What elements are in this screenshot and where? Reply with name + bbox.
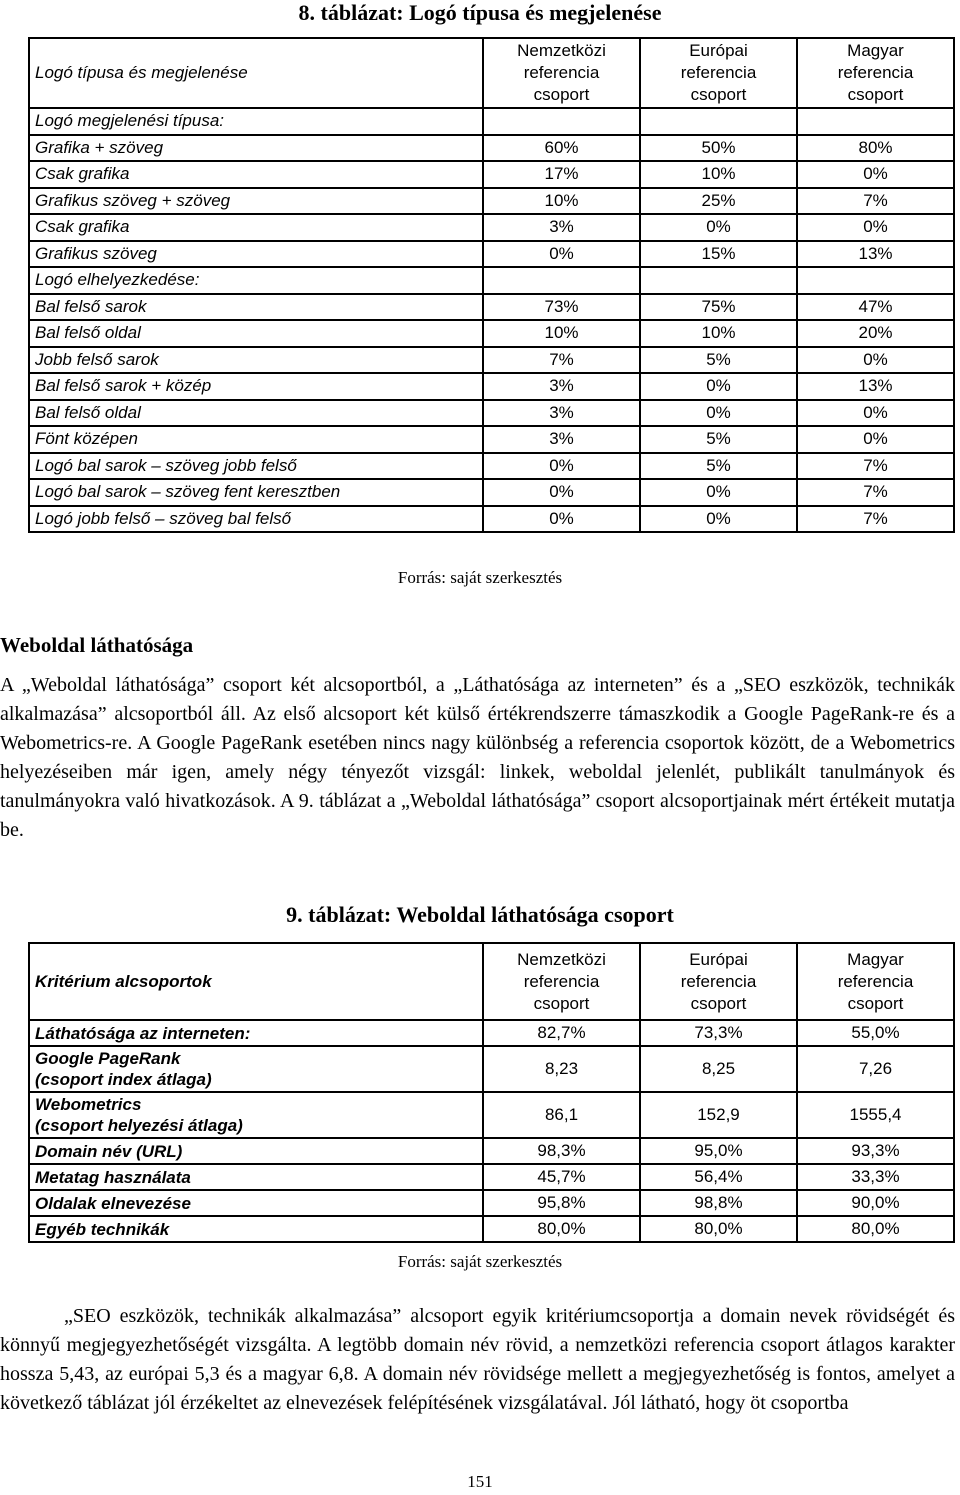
table-row bbox=[29, 1020, 954, 1046]
row-label: Csak grafika bbox=[29, 161, 483, 188]
column-header-line: csoport bbox=[690, 85, 747, 104]
table-row bbox=[29, 241, 954, 268]
row-label: Jobb felső sarok bbox=[29, 347, 483, 374]
cell-value: 3% bbox=[483, 426, 640, 453]
column-header-col3 bbox=[797, 38, 954, 108]
cell-value: 90,0% bbox=[797, 1190, 954, 1216]
row-label: Grafika + szöveg bbox=[29, 135, 483, 162]
cell-value: 55,0% bbox=[797, 1020, 954, 1046]
column-header-col3 bbox=[797, 943, 954, 1020]
page-number: 151 bbox=[467, 1472, 493, 1491]
cell-value: 95,8% bbox=[483, 1190, 640, 1216]
table9-caption: 9. táblázat: Weboldal láthatósága csoport bbox=[286, 902, 674, 927]
table-row bbox=[29, 479, 954, 506]
cell-value: 0% bbox=[640, 479, 797, 506]
row-label bbox=[29, 1092, 483, 1138]
column-header-line: referencia bbox=[680, 63, 757, 82]
table-row bbox=[29, 108, 954, 135]
cell-value bbox=[483, 267, 640, 294]
row-label: Bal felső oldal bbox=[29, 400, 483, 427]
cell-value: 152,9 bbox=[640, 1092, 797, 1138]
column-header-line: referencia bbox=[837, 971, 914, 991]
cell-value: 80,0% bbox=[483, 1216, 640, 1242]
cell-value: 7% bbox=[797, 506, 954, 533]
table9 bbox=[28, 942, 955, 1243]
column-header-line: referencia bbox=[523, 971, 600, 991]
column-header-line: Magyar bbox=[847, 949, 904, 969]
cell-value: 17% bbox=[483, 161, 640, 188]
cell-value: 73,3% bbox=[640, 1020, 797, 1046]
row-label-line: Metatag használata bbox=[35, 1167, 191, 1187]
table-row bbox=[29, 214, 954, 241]
closing-paragraph: „SEO eszközök, technikák alkalmazása” alcsoport egyik kritériumcsoportja a domain nevek rövidségét és könnyű megjegyezhetőségét vizsgálta. A legtöbb domain név rövid, a nemzetközi referencia csoport átlagos karakter hossza 5,43, az európai 5,3 és a magyar 6,8. A domain név rövidsége mellett a megjegyezhetőség is fontos, amelyet a következő táblázat jól érzékeltet az elnevezések felépítésének vizsgálatával. Jól látható, hogy öt csoportba bbox=[0, 1305, 955, 1414]
table-row bbox=[29, 294, 954, 321]
column-header-col2 bbox=[640, 943, 797, 1020]
cell-value: 10% bbox=[640, 320, 797, 347]
row-label: Fönt középen bbox=[29, 426, 483, 453]
cell-value: 86,1 bbox=[483, 1092, 640, 1138]
section-heading: Weboldal láthatósága bbox=[0, 633, 194, 657]
table-row bbox=[29, 426, 954, 453]
table-row bbox=[29, 347, 954, 374]
table-row bbox=[29, 506, 954, 533]
cell-value: 98,3% bbox=[483, 1138, 640, 1164]
cell-value bbox=[640, 267, 797, 294]
table-row bbox=[29, 400, 954, 427]
table8-source: Forrás: saját szerkesztés bbox=[397, 568, 563, 587]
cell-value: 0% bbox=[640, 373, 797, 400]
table-row bbox=[29, 1216, 954, 1242]
cell-value: 7,26 bbox=[797, 1046, 954, 1092]
column-header-line: Nemzetközi bbox=[517, 41, 606, 60]
row-label-line: Domain név (URL) bbox=[35, 1141, 183, 1161]
cell-value: 60% bbox=[483, 135, 640, 162]
cell-value: 0% bbox=[797, 426, 954, 453]
cell-value: 13% bbox=[797, 241, 954, 268]
cell-value: 7% bbox=[797, 479, 954, 506]
row-label: Logó elhelyezkedése: bbox=[29, 267, 483, 294]
table-row bbox=[29, 267, 954, 294]
row-label bbox=[29, 1190, 483, 1216]
table-row bbox=[29, 1092, 954, 1138]
cell-value: 1555,4 bbox=[797, 1092, 954, 1138]
cell-value: 15% bbox=[640, 241, 797, 268]
column-header-line: Európai bbox=[689, 949, 748, 969]
cell-value: 5% bbox=[640, 426, 797, 453]
cell-value: 3% bbox=[483, 373, 640, 400]
table-row bbox=[29, 453, 954, 480]
cell-value: 10% bbox=[483, 320, 640, 347]
cell-value: 47% bbox=[797, 294, 954, 321]
row-label: Bal felső sarok bbox=[29, 294, 483, 321]
cell-value: 20% bbox=[797, 320, 954, 347]
column-header-line: Magyar bbox=[847, 41, 904, 60]
cell-value: 5% bbox=[640, 453, 797, 480]
cell-value: 7% bbox=[797, 188, 954, 215]
table-header-row bbox=[29, 943, 954, 1020]
cell-value: 95,0% bbox=[640, 1138, 797, 1164]
table9-source: Forrás: saját szerkesztés bbox=[397, 1252, 563, 1271]
column-header-line: referencia bbox=[837, 63, 914, 82]
row-label-line: Láthatósága az interneten: bbox=[35, 1023, 251, 1043]
column-header-line: csoport bbox=[533, 85, 590, 104]
table-row bbox=[29, 1190, 954, 1216]
cell-value: 33,3% bbox=[797, 1164, 954, 1190]
section-paragraph: A „Weboldal láthatósága” csoport két alcsoportból, a „Láthatósága az interneten” és a „SEO eszközök, technikák alkalmazása” alcsoportból áll. Az első alcsoport két külső értékrendszerre támaszkodik a Google PageRank-re és a Webometrics-re. A Google PageRank esetében nincs nagy különbség a referencia csoportok között, de a Webometrics helyezéseiben már igen, amely négy tényezőt vizsgál: linkek, weboldal jelenlét, publikált tanulmányok és tanulmányokra való hivatkozások. A 9. táblázat a „Weboldal láthatósága” csoport alcsoportjainak mért értékeit mutatja be. bbox=[0, 674, 955, 841]
table-row bbox=[29, 1046, 954, 1092]
cell-value bbox=[483, 108, 640, 135]
cell-value: 98,8% bbox=[640, 1190, 797, 1216]
table8-caption: 8. táblázat: Logó típusa és megjelenése bbox=[298, 0, 662, 25]
table8 bbox=[28, 37, 955, 533]
table-row bbox=[29, 188, 954, 215]
row-label-line: Oldalak elnevezése bbox=[35, 1193, 191, 1213]
table-row bbox=[29, 161, 954, 188]
cell-value: 0% bbox=[640, 400, 797, 427]
table-row bbox=[29, 1164, 954, 1190]
column-header-line: csoport bbox=[533, 993, 590, 1013]
row-label: Bal felső sarok + közép bbox=[29, 373, 483, 400]
cell-value: 80,0% bbox=[797, 1216, 954, 1242]
header-label: Kritérium alcsoportok bbox=[29, 943, 483, 1020]
cell-value: 0% bbox=[640, 214, 797, 241]
header-label: Logó típusa és megjelenése bbox=[29, 38, 483, 108]
table-row bbox=[29, 135, 954, 162]
cell-value bbox=[797, 267, 954, 294]
cell-value: 10% bbox=[640, 161, 797, 188]
column-header-line: referencia bbox=[523, 63, 600, 82]
cell-value: 0% bbox=[797, 161, 954, 188]
cell-value: 73% bbox=[483, 294, 640, 321]
cell-value: 75% bbox=[640, 294, 797, 321]
column-header-line: csoport bbox=[847, 85, 904, 104]
cell-value: 0% bbox=[797, 347, 954, 374]
cell-value: 0% bbox=[483, 506, 640, 533]
table-row bbox=[29, 1138, 954, 1164]
column-header-col1 bbox=[483, 38, 640, 108]
row-label: Logó bal sarok – szöveg jobb felső bbox=[29, 453, 483, 480]
row-label bbox=[29, 1216, 483, 1242]
row-label: Logó bal sarok – szöveg fent keresztben bbox=[29, 479, 483, 506]
cell-value: 80,0% bbox=[640, 1216, 797, 1242]
column-header-line: Nemzetközi bbox=[517, 949, 606, 969]
cell-value: 0% bbox=[483, 479, 640, 506]
cell-value bbox=[797, 108, 954, 135]
row-label: Csak grafika bbox=[29, 214, 483, 241]
cell-value: 0% bbox=[797, 214, 954, 241]
column-header-line: csoport bbox=[690, 993, 747, 1013]
cell-value: 82,7% bbox=[483, 1020, 640, 1046]
row-label: Grafikus szöveg + szöveg bbox=[29, 188, 483, 215]
cell-value: 0% bbox=[483, 453, 640, 480]
column-header-line: referencia bbox=[680, 971, 757, 991]
row-label bbox=[29, 1046, 483, 1092]
table-row bbox=[29, 320, 954, 347]
row-label: Grafikus szöveg bbox=[29, 241, 483, 268]
column-header-line: Európai bbox=[689, 41, 748, 60]
table-row bbox=[29, 373, 954, 400]
cell-value bbox=[640, 108, 797, 135]
row-label: Logó megjelenési típusa: bbox=[29, 108, 483, 135]
cell-value: 45,7% bbox=[483, 1164, 640, 1190]
table-header-row bbox=[29, 38, 954, 108]
cell-value: 93,3% bbox=[797, 1138, 954, 1164]
cell-value: 0% bbox=[797, 400, 954, 427]
cell-value: 8,23 bbox=[483, 1046, 640, 1092]
row-label: Logó jobb felső – szöveg bal felső bbox=[29, 506, 483, 533]
cell-value: 0% bbox=[483, 241, 640, 268]
cell-value: 3% bbox=[483, 400, 640, 427]
cell-value: 0% bbox=[640, 506, 797, 533]
row-label: Bal felső oldal bbox=[29, 320, 483, 347]
row-label bbox=[29, 1020, 483, 1046]
row-label-line: Google PageRank bbox=[35, 1049, 181, 1068]
column-header-line: csoport bbox=[847, 993, 904, 1013]
cell-value: 80% bbox=[797, 135, 954, 162]
cell-value: 13% bbox=[797, 373, 954, 400]
cell-value: 56,4% bbox=[640, 1164, 797, 1190]
cell-value: 50% bbox=[640, 135, 797, 162]
cell-value: 8,25 bbox=[640, 1046, 797, 1092]
cell-value: 7% bbox=[797, 453, 954, 480]
row-label bbox=[29, 1138, 483, 1164]
row-label bbox=[29, 1164, 483, 1190]
row-label-line: Webometrics bbox=[35, 1095, 142, 1114]
row-label-line: (csoport index átlaga) bbox=[35, 1070, 212, 1089]
row-label-line: (csoport helyezési átlaga) bbox=[35, 1116, 243, 1135]
cell-value: 3% bbox=[483, 214, 640, 241]
cell-value: 25% bbox=[640, 188, 797, 215]
row-label-line: Egyéb technikák bbox=[35, 1219, 170, 1239]
cell-value: 10% bbox=[483, 188, 640, 215]
cell-value: 5% bbox=[640, 347, 797, 374]
column-header-col1 bbox=[483, 943, 640, 1020]
cell-value: 7% bbox=[483, 347, 640, 374]
column-header-col2 bbox=[640, 38, 797, 108]
